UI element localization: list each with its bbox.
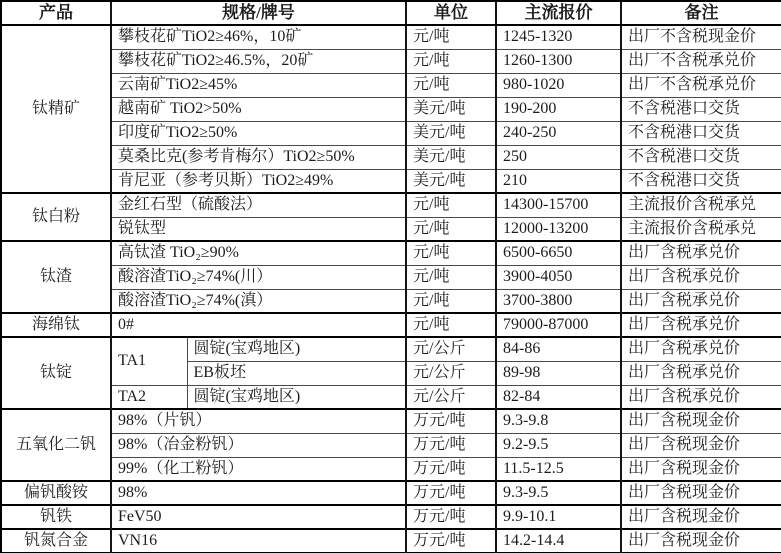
unit-cell: 元/吨 [406, 241, 496, 265]
price-cell: 3700-3800 [496, 289, 621, 313]
note-cell: 出厂不含税承兑价 [621, 73, 781, 97]
unit-cell: 元/公斤 [406, 385, 496, 409]
spec-cell: 云南矿TiO2≥45% [111, 73, 406, 97]
table-row [1, 193, 781, 217]
price-cell: 9.2-9.5 [496, 433, 621, 457]
table-row [1, 289, 781, 313]
price-cell: 89-98 [496, 361, 621, 385]
sub-spec-cell: 圆锭(宝鸡地区) [187, 337, 406, 361]
note-cell: 出厂含税承兑价 [621, 265, 781, 289]
sub-spec-cell: 圆锭(宝鸡地区) [187, 385, 406, 409]
price-cell: 12000-13200 [496, 217, 621, 241]
note-cell: 出厂含税现金价 [621, 433, 781, 457]
sub-spec-cell: EB板坯 [187, 361, 406, 385]
product-cell: 钒铁 [1, 505, 111, 529]
brand-cell: TA1 [111, 337, 187, 385]
note-cell: 出厂含税现金价 [621, 505, 781, 529]
unit-cell: 万元/吨 [406, 529, 496, 553]
price-cell: 84-86 [496, 337, 621, 361]
note-cell: 出厂含税现金价 [621, 481, 781, 505]
unit-cell: 元/吨 [406, 313, 496, 337]
spec-cell: 酸溶渣TiO₂≥74%(川） [111, 265, 406, 289]
table-row [1, 265, 781, 289]
table-row [1, 169, 781, 193]
unit-cell: 元/吨 [406, 217, 496, 241]
note-cell: 出厂含税现金价 [621, 529, 781, 553]
note-cell: 出厂含税承兑价 [621, 385, 781, 409]
unit-cell: 美元/吨 [406, 169, 496, 193]
product-cell: 海绵钛 [1, 313, 111, 337]
unit-cell: 美元/吨 [406, 145, 496, 169]
table-row [1, 97, 781, 121]
price-cell: 980-1020 [496, 73, 621, 97]
table-row [1, 25, 781, 49]
note-cell: 不含税港口交货 [621, 121, 781, 145]
spec-cell: 越南矿 TiO2>50% [111, 97, 406, 121]
table-row [1, 529, 781, 553]
unit-cell: 元/公斤 [406, 337, 496, 361]
note-cell: 出厂不含税现金价 [621, 25, 781, 49]
table-row [1, 481, 781, 505]
unit-cell: 元/吨 [406, 73, 496, 97]
price-cell: 11.5-12.5 [496, 457, 621, 481]
note-cell: 出厂含税现金价 [621, 457, 781, 481]
price-cell: 9.9-10.1 [496, 505, 621, 529]
table-row [1, 241, 781, 265]
unit-cell: 元/吨 [406, 289, 496, 313]
table-row [1, 313, 781, 337]
price-cell: 14300-15700 [496, 193, 621, 217]
unit-cell: 元/吨 [406, 265, 496, 289]
spec-cell: 攀枝花矿TiO2≥46.5%，20矿 [111, 49, 406, 73]
spec-cell: 攀枝花矿TiO2≥46%，10矿 [111, 25, 406, 49]
spec-cell: 肯尼亚（参考贝斯）TiO2≥49% [111, 169, 406, 193]
price-cell: 79000-87000 [496, 313, 621, 337]
brand-cell: TA2 [111, 385, 187, 409]
table-row [1, 73, 781, 97]
unit-cell: 万元/吨 [406, 505, 496, 529]
price-cell: 250 [496, 145, 621, 169]
table-row [1, 433, 781, 457]
spec-cell: 高钛渣 TiO₂≥90% [111, 241, 406, 265]
table-row [1, 337, 781, 361]
spec-cell: 金红石型（硫酸法） [111, 193, 406, 217]
spec-cell: 98% [111, 481, 406, 505]
col-header-price: 主流报价 [496, 1, 621, 25]
unit-cell: 美元/吨 [406, 97, 496, 121]
price-cell: 1245-1320 [496, 25, 621, 49]
note-cell: 出厂含税承兑价 [621, 361, 781, 385]
unit-cell: 万元/吨 [406, 433, 496, 457]
note-cell: 出厂含税承兑价 [621, 241, 781, 265]
spec-cell: 99%（化工粉钒） [111, 457, 406, 481]
unit-cell: 万元/吨 [406, 409, 496, 433]
col-header-spec: 规格/牌号 [111, 1, 406, 25]
table-row [1, 49, 781, 73]
spec-cell: 98%（片钒） [111, 409, 406, 433]
product-cell: 钛白粉 [1, 193, 111, 241]
price-cell: 9.3-9.8 [496, 409, 621, 433]
price-cell: 9.3-9.5 [496, 481, 621, 505]
note-cell: 出厂不含税承兑价 [621, 49, 781, 73]
product-cell: 钒氮合金 [1, 529, 111, 553]
spec-cell: VN16 [111, 529, 406, 553]
product-cell: 钛精矿 [1, 25, 111, 193]
price-cell: 82-84 [496, 385, 621, 409]
unit-cell: 美元/吨 [406, 121, 496, 145]
spec-cell: 98%（冶金粉钒） [111, 433, 406, 457]
col-header-unit: 单位 [406, 1, 496, 25]
spec-cell: 0# [111, 313, 406, 337]
note-cell: 不含税港口交货 [621, 97, 781, 121]
unit-cell: 元/吨 [406, 25, 496, 49]
spec-cell: FeV50 [111, 505, 406, 529]
table-row [1, 121, 781, 145]
note-cell: 出厂含税承兑价 [621, 289, 781, 313]
table-row [1, 217, 781, 241]
spec-cell: 莫桑比克(参考肯梅尔）TiO2≥50% [111, 145, 406, 169]
table-row [1, 409, 781, 433]
product-cell: 钛渣 [1, 241, 111, 313]
note-cell: 出厂含税承兑价 [621, 313, 781, 337]
note-cell: 出厂含税现金价 [621, 409, 781, 433]
unit-cell: 元/吨 [406, 193, 496, 217]
spec-cell: 锐钛型 [111, 217, 406, 241]
unit-cell: 万元/吨 [406, 481, 496, 505]
price-cell: 1260-1300 [496, 49, 621, 73]
price-cell: 3900-4050 [496, 265, 621, 289]
note-cell: 主流报价含税承兑 [621, 217, 781, 241]
spec-cell: 酸溶渣TiO₂≥74%(滇） [111, 289, 406, 313]
table-row [1, 457, 781, 481]
table-row [1, 505, 781, 529]
unit-cell: 元/吨 [406, 49, 496, 73]
note-cell: 出厂含税承兑价 [621, 337, 781, 361]
table-row [1, 145, 781, 169]
unit-cell: 万元/吨 [406, 457, 496, 481]
price-cell: 14.2-14.4 [496, 529, 621, 553]
note-cell: 不含税港口交货 [621, 145, 781, 169]
header-row [1, 1, 781, 25]
note-cell: 主流报价含税承兑 [621, 193, 781, 217]
col-header-product: 产品 [1, 1, 111, 25]
spec-cell: 印度矿TiO2≥50% [111, 121, 406, 145]
table-row [1, 385, 781, 409]
price-cell: 6500-6650 [496, 241, 621, 265]
product-cell: 钛锭 [1, 337, 111, 409]
price-cell: 190-200 [496, 97, 621, 121]
unit-cell: 元/公斤 [406, 361, 496, 385]
price-cell: 240-250 [496, 121, 621, 145]
product-cell: 五氧化二钒 [1, 409, 111, 481]
price-cell: 210 [496, 169, 621, 193]
note-cell: 不含税港口交货 [621, 169, 781, 193]
col-header-note: 备注 [621, 1, 781, 25]
product-cell: 偏钒酸铵 [1, 481, 111, 505]
